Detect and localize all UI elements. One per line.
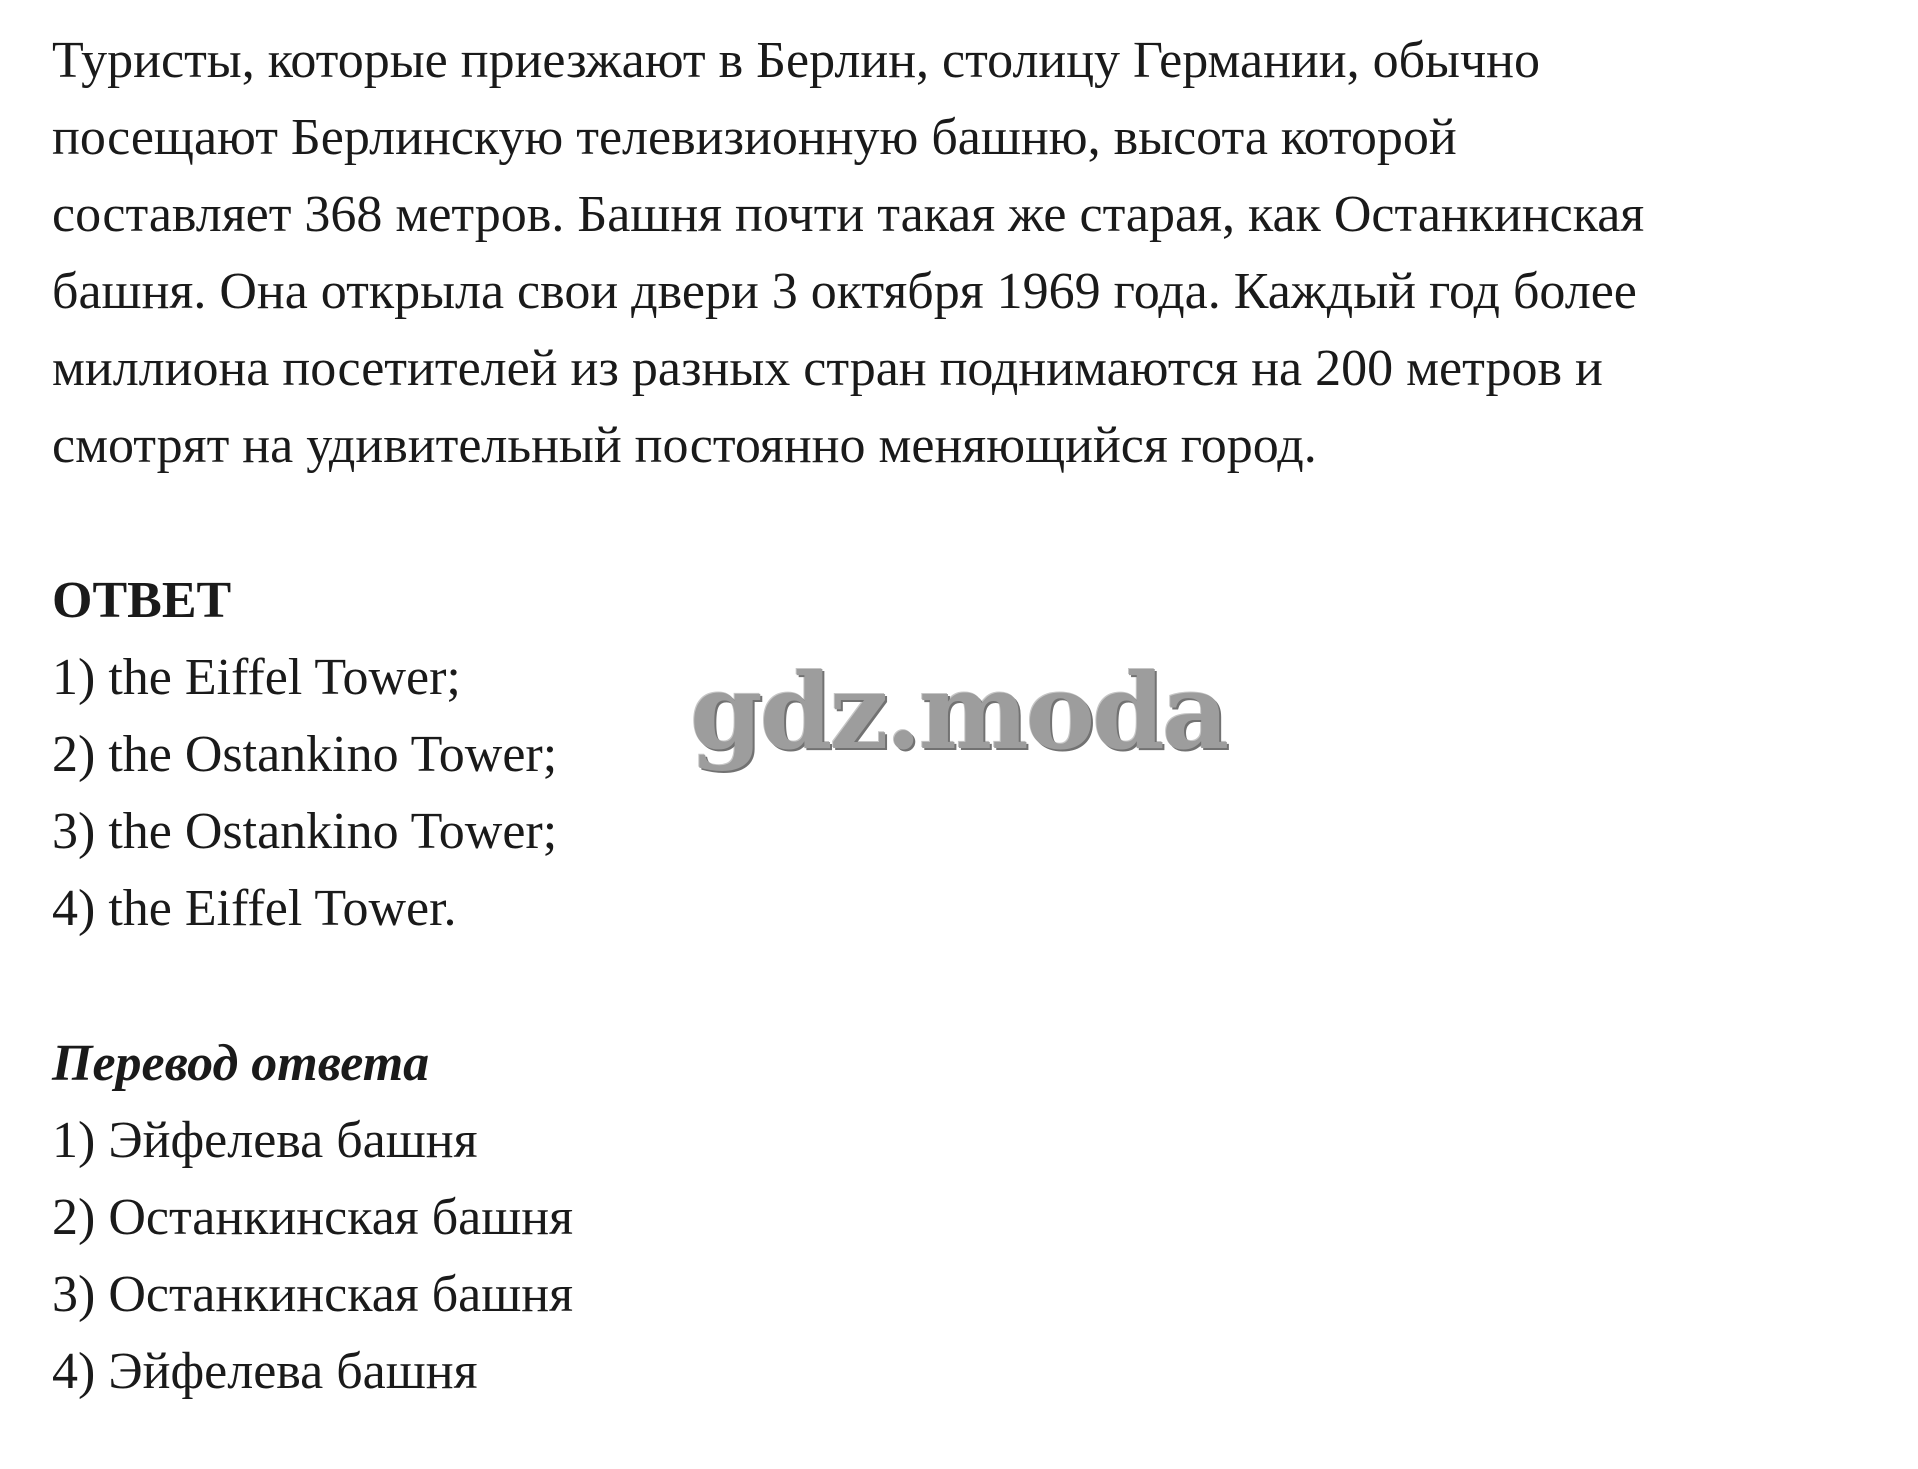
translation-section — [52, 1025, 1892, 1410]
passage-line: посещают Берлинскую телевизионную башню, высота которой — [52, 109, 1457, 166]
answer-item: 1) the Eiffel Tower; — [52, 649, 461, 706]
passage-line: смотрят на удивительный постоянно меняющийся город. — [52, 417, 1317, 474]
answer-item: 3) the Ostankino Tower; — [52, 803, 558, 860]
translation-item: 2) Останкинская башня — [52, 1189, 574, 1246]
translation-item: 3) Останкинская башня — [52, 1266, 574, 1323]
translation-item: 4) Эйфелева башня — [52, 1343, 478, 1400]
answer-heading: ОТВЕТ — [52, 572, 232, 629]
passage-line: башня. Она открыла свои двери 3 октября 1969 года. Каждый год более — [52, 263, 1637, 320]
passage-line: составляет 368 метров. Башня почти такая же старая, как Останкинская — [52, 186, 1645, 243]
passage-line: миллиона посетителей из разных стран поднимаются на 200 метров и — [52, 340, 1603, 397]
translation-heading: Перевод ответа — [52, 1035, 430, 1092]
answer-item: 4) the Eiffel Tower. — [52, 880, 457, 937]
translation-item: 1) Эйфелева башня — [52, 1112, 478, 1169]
passage-text — [52, 22, 1892, 484]
watermark-logo: gdz.moda — [690, 650, 1227, 773]
passage-line: Туристы, которые приезжают в Берлин, столицу Германии, обычно — [52, 32, 1540, 89]
answer-item: 2) the Ostankino Tower; — [52, 726, 558, 783]
